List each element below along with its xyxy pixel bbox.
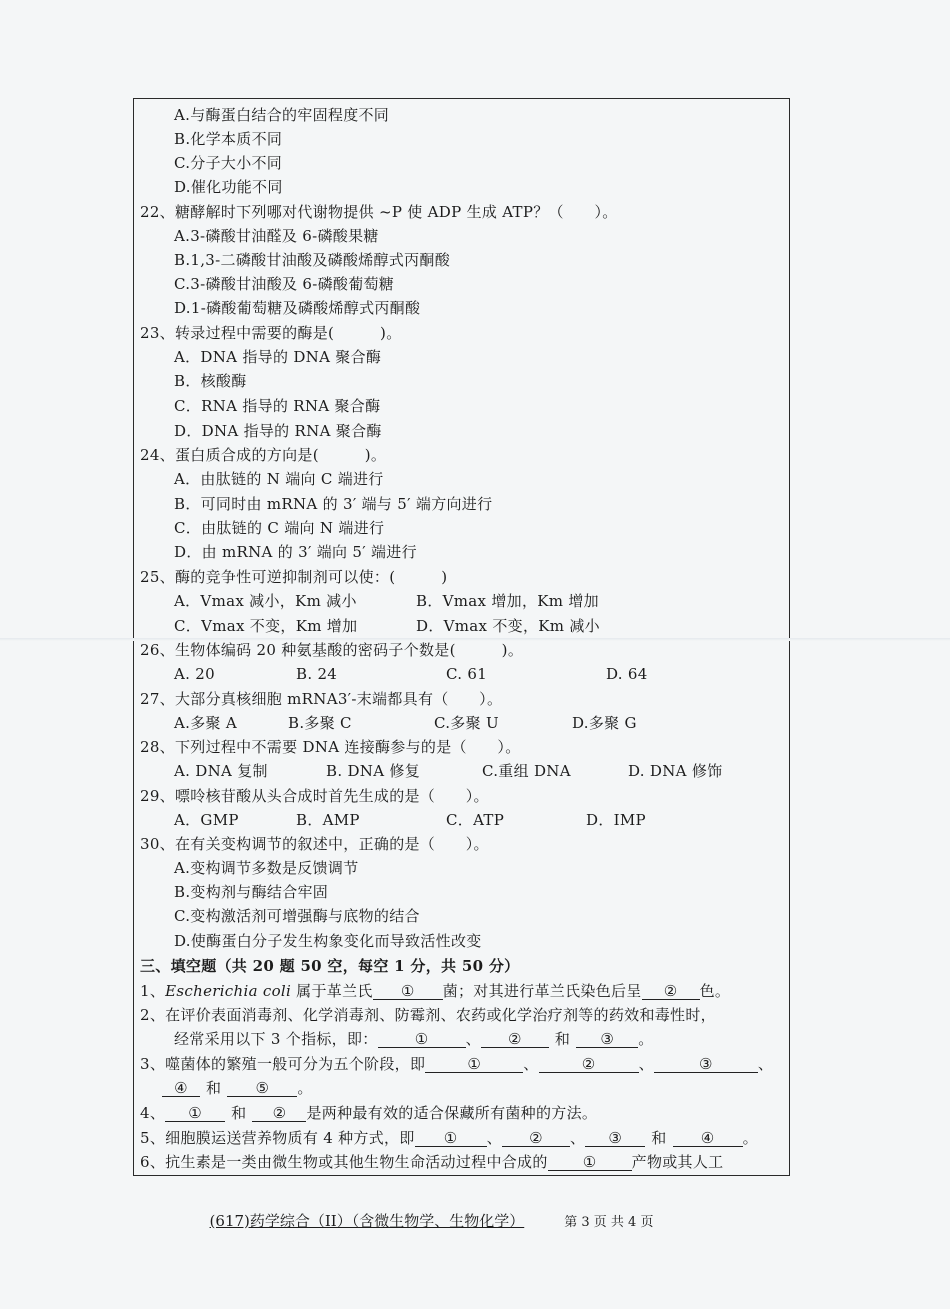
fill-q3-sep-4: 和 — [206, 1079, 222, 1097]
q24-option-d: D．由 mRNA 的 3′ 端向 5′ 端进行 — [174, 543, 417, 561]
q29-option-b: B．AMP — [296, 811, 360, 829]
q24-option-b: B．可同时由 mRNA 的 3′ 端与 5′ 端方向进行 — [174, 495, 493, 513]
section-3-heading: 三、填空题（共 20 题 50 空，每空 1 分，共 50 分） — [140, 957, 520, 975]
q22-stem: 22、糖酵解时下列哪对代谢物提供 ~P 使 ADP 生成 ATP？（ ）。 — [140, 203, 618, 221]
q30-option-b: B.变构剂与酶结合牢固 — [174, 883, 329, 901]
q30-option-c: C.变构激活剂可增强酶与底物的结合 — [174, 907, 420, 925]
q22-option-a: A.3-磷酸甘油醛及 6-磷酸果糖 — [174, 227, 379, 245]
q26-stem: 26、生物体编码 20 种氨基酸的密码子个数是( )。 — [140, 641, 524, 659]
q27-option-a: A.多聚 A — [174, 714, 238, 732]
q29-option-c: C．ATP — [446, 811, 505, 829]
q29-stem: 29、嘌呤核苷酸从头合成时首先生成的是（ ）。 — [140, 787, 489, 805]
fill-q2-end: 。 — [638, 1030, 654, 1048]
fill-q5-sep-3: 和 — [651, 1129, 667, 1147]
q28-option-a: A. DNA 复制 — [174, 762, 268, 780]
fill-q1-text-a: 属于革兰氏 — [291, 982, 373, 1000]
q24-option-c: C．由肽链的 C 端向 N 端进行 — [174, 519, 385, 537]
fill-q3-blank-2[interactable]: ② — [539, 1054, 639, 1073]
fill-q2-blank-2[interactable]: ② — [481, 1029, 549, 1048]
q25-stem: 25、酶的竞争性可逆抑制剂可以使：( ) — [140, 568, 448, 586]
q26-option-c: C. 61 — [446, 665, 488, 683]
q27-options — [174, 712, 774, 734]
q21-option-b: B.化学本质不同 — [174, 130, 283, 148]
fill-q1-number: 1、 — [140, 982, 166, 1000]
fill-q2-blank-1[interactable]: ① — [378, 1029, 466, 1048]
q23-stem: 23、转录过程中需要的酶是( )。 — [140, 324, 402, 342]
fill-q3-line2 — [162, 1077, 313, 1099]
q28-option-b: B. DNA 修复 — [326, 762, 421, 780]
fill-q4-blank-1[interactable]: ① — [165, 1103, 225, 1122]
fill-q3-sep-1: 、 — [523, 1055, 539, 1073]
q28-options — [174, 760, 774, 782]
q26-option-a: A. 20 — [174, 665, 215, 683]
q23-option-a: A．DNA 指导的 DNA 聚合酶 — [174, 348, 382, 366]
fill-q4-sep: 和 — [231, 1104, 247, 1122]
q25-options-row2 — [174, 615, 774, 637]
fill-q5-text-a: 5、细胞膜运送营养物质有 4 种方式，即 — [140, 1129, 415, 1147]
fill-q1-blank-1[interactable]: ① — [373, 981, 443, 1000]
q25-option-b: B．Vmax 增加，Km 增加 — [416, 592, 599, 610]
fill-q6-text-a: 6、抗生素是一类由微生物或其他生物生命活动过程中合成的 — [140, 1153, 548, 1171]
fill-q2-sep-1: 、 — [465, 1030, 481, 1048]
fill-q1 — [140, 980, 730, 1002]
q21-option-c: C.分子大小不同 — [174, 154, 283, 172]
q28-option-c: C.重组 DNA — [482, 762, 571, 780]
q23-option-b: B．核酸酶 — [174, 372, 247, 390]
fill-q5-blank-3[interactable]: ③ — [585, 1128, 645, 1147]
q24-option-a: A．由肽链的 N 端向 C 端进行 — [174, 470, 384, 488]
q22-option-b: B.1,3-二磷酸甘油酸及磷酸烯醇式丙酮酸 — [174, 251, 451, 269]
q26-option-d: D. 64 — [606, 665, 648, 683]
page-footer — [200, 1188, 654, 1230]
fill-q4-number: 4、 — [140, 1104, 166, 1122]
fill-q2-line1: 2、在评价表面消毒剂、化学消毒剂、防霉剂、农药或化学治疗剂等的药效和毒性时， — [140, 1006, 716, 1024]
q28-option-d: D. DNA 修饰 — [628, 762, 723, 780]
q29-option-d: D．IMP — [586, 811, 646, 829]
fill-q4-end: 是两种最有效的适合保藏所有菌种的方法。 — [306, 1104, 598, 1122]
fill-q3-sep-2: 、 — [638, 1055, 654, 1073]
fill-q5-blank-4[interactable]: ④ — [673, 1128, 743, 1147]
q22-option-c: C.3-磷酸甘油酸及 6-磷酸葡萄糖 — [174, 275, 395, 293]
q23-option-c: C．RNA 指导的 RNA 聚合酶 — [174, 397, 381, 415]
fill-q3-line1 — [140, 1053, 773, 1075]
q25-option-c: C．Vmax 不变，Km 增加 — [174, 617, 358, 635]
fill-q1-text-c: 色。 — [699, 982, 731, 1000]
fill-q4-blank-2[interactable]: ② — [252, 1103, 306, 1122]
q26-option-b: B. 24 — [296, 665, 338, 683]
fill-q2-blank-3[interactable]: ③ — [576, 1029, 638, 1048]
fill-q6-end: 产物或其人工 — [631, 1153, 724, 1171]
fill-q3-text-a: 3、噬菌体的繁殖一般可分为五个阶段，即 — [140, 1055, 426, 1073]
fill-q5-blank-2[interactable]: ② — [502, 1128, 570, 1147]
fill-q2-text-a: 经常采用以下 3 个指标，即： — [174, 1030, 378, 1048]
fill-q3-end: 。 — [297, 1079, 313, 1097]
q28-stem: 28、下列过程中不需要 DNA 连接酶参与的是（ ）。 — [140, 738, 521, 756]
fill-q2-line2 — [174, 1028, 654, 1050]
q27-stem: 27、大部分真核细胞 mRNA3′-末端都具有（ ）。 — [140, 690, 503, 708]
fill-q5-blank-1[interactable]: ① — [415, 1128, 487, 1147]
fill-q3-blank-1[interactable]: ① — [425, 1054, 523, 1073]
q21-option-d: D.催化功能不同 — [174, 178, 283, 196]
fill-q5 — [140, 1127, 758, 1149]
fill-q3-blank-4[interactable]: ④ — [162, 1078, 200, 1097]
fill-q6-blank-1[interactable]: ① — [548, 1152, 632, 1171]
exam-title: (617)药学综合（II）（含微生物学、生物化学） — [209, 1212, 525, 1230]
fill-q4 — [140, 1102, 597, 1124]
q25-options-row1 — [174, 590, 774, 612]
fill-q3-blank-5[interactable]: ⑤ — [227, 1078, 297, 1097]
q25-option-d: D．Vmax 不变，Km 减小 — [416, 617, 600, 635]
q27-option-c: C.多聚 U — [434, 714, 499, 732]
q29-options — [174, 809, 774, 831]
q27-option-b: B.多聚 C — [288, 714, 352, 732]
q30-option-a: A.变构调节多数是反馈调节 — [174, 859, 359, 877]
q30-stem: 30、在有关变构调节的叙述中，正确的是（ ）。 — [140, 835, 489, 853]
fill-q1-species: Escherichia coli — [165, 982, 292, 1000]
q26-options — [174, 663, 774, 685]
fill-q5-sep-2: 、 — [569, 1129, 586, 1147]
fill-q2-sep-2: 和 — [554, 1030, 571, 1048]
q27-option-d: D.多聚 G — [572, 714, 637, 732]
fill-q3-blank-3[interactable]: ③ — [654, 1054, 758, 1073]
q29-option-a: A．GMP — [174, 811, 239, 829]
q23-option-d: D．DNA 指导的 RNA 聚合酶 — [174, 422, 382, 440]
q21-option-a: A.与酶蛋白结合的牢固程度不同 — [174, 106, 390, 124]
q24-stem: 24、蛋白质合成的方向是( )。 — [140, 446, 387, 464]
fill-q1-text-b: 菌；对其进行革兰氏染色后呈 — [442, 982, 642, 1000]
fill-q6 — [140, 1151, 723, 1173]
fill-q5-end: 。 — [742, 1129, 758, 1147]
fill-q3-sep-3: 、 — [757, 1055, 774, 1073]
fill-q1-blank-2[interactable]: ② — [642, 981, 700, 1000]
page-number: 第 3 页 共 4 页 — [564, 1215, 654, 1230]
q22-option-d: D.1-磷酸葡萄糖及磷酸烯醇式丙酮酸 — [174, 299, 421, 317]
q30-option-d: D.使酶蛋白分子发生构象变化而导致活性改变 — [174, 932, 482, 950]
q25-option-a: A．Vmax 减小，Km 减小 — [174, 592, 357, 610]
fill-q5-sep-1: 、 — [486, 1129, 502, 1147]
